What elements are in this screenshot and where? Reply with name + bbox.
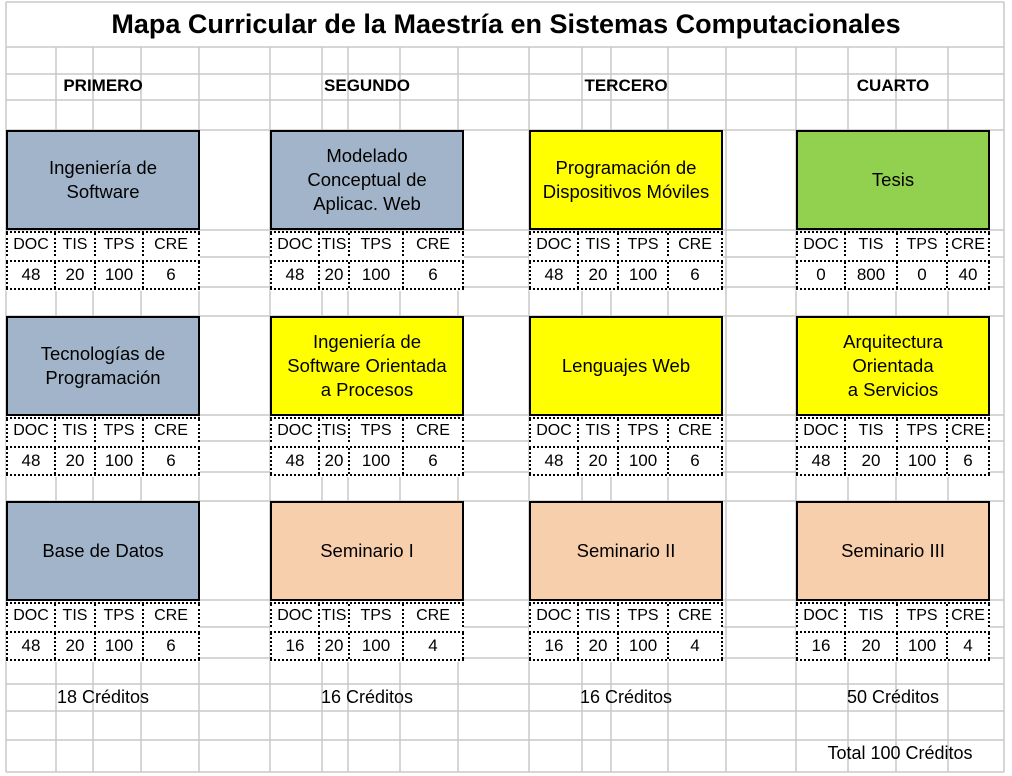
total-credits: Total 100 Créditos [827,742,973,763]
metric-header-tis: TIS [579,419,619,442]
course-box: Seminario I [270,501,464,601]
metric-header-doc: DOC [796,233,846,256]
course-metrics [796,231,990,291]
metric-header-cre: CRE [144,419,200,442]
semester-label: PRIMERO [63,76,143,95]
metric-header-tps: TPS [96,419,144,442]
metric-value-doc: 48 [6,262,56,288]
metric-value-tps: 100 [619,448,669,474]
metric-value-tis: 20 [56,448,96,474]
metrics-header-row [270,417,464,442]
metric-header-tps: TPS [350,604,404,627]
course-box: Seminario II [529,501,723,601]
metrics-header-row [796,231,990,256]
metric-header-cre: CRE [948,233,990,256]
metrics-value-row [529,446,723,476]
metric-header-tps: TPS [96,604,144,627]
metric-header-doc: DOC [529,419,579,442]
metric-header-tis: TIS [846,233,898,256]
course-metrics [270,417,464,477]
metric-header-cre: CRE [144,233,200,256]
metric-value-cre: 4 [669,633,723,659]
metric-header-tis: TIS [846,604,898,627]
metric-header-doc: DOC [6,233,56,256]
metric-header-tps: TPS [619,604,669,627]
metric-header-cre: CRE [404,233,464,256]
metric-value-tps: 100 [898,448,948,474]
metric-value-tps: 100 [350,262,404,288]
metrics-header-row [6,231,200,256]
metric-value-doc: 48 [796,448,846,474]
metric-header-cre: CRE [948,419,990,442]
metric-value-doc: 48 [270,262,320,288]
metric-header-tps: TPS [96,233,144,256]
metric-value-doc: 48 [529,448,579,474]
metrics-value-row [529,260,723,290]
metric-value-tis: 800 [846,262,898,288]
metric-value-tps: 100 [350,448,404,474]
metric-header-tps: TPS [898,233,948,256]
metric-header-doc: DOC [270,419,320,442]
metric-value-doc: 16 [270,633,320,659]
metric-value-tps: 100 [619,262,669,288]
metric-value-cre: 6 [404,262,464,288]
metrics-header-row [270,231,464,256]
metric-value-cre: 4 [948,633,990,659]
metrics-header-row [6,417,200,442]
course-box: Tecnologías de Programación [6,316,200,416]
course-metrics [6,417,200,477]
metric-header-tps: TPS [898,419,948,442]
metric-header-tis: TIS [579,233,619,256]
metric-header-tis: TIS [320,604,350,627]
metric-value-tis: 20 [320,633,350,659]
semester-credits: 18 Créditos [56,686,150,707]
metric-header-cre: CRE [404,419,464,442]
metric-value-doc: 48 [6,448,56,474]
course-box: Ingeniería de Software [6,130,200,230]
metric-header-doc: DOC [6,604,56,627]
metric-header-doc: DOC [270,233,320,256]
metrics-value-row [6,260,200,290]
metric-value-cre: 6 [404,448,464,474]
course-metrics [796,417,990,477]
course-box: Programación de Dispositivos Móviles [529,130,723,230]
metric-value-tps: 100 [96,262,144,288]
semester-credits: 16 Créditos [320,686,414,707]
metric-value-doc: 48 [270,448,320,474]
course-box: Seminario III [796,501,990,601]
metric-header-cre: CRE [948,604,990,627]
metrics-header-row [529,231,723,256]
metric-header-cre: CRE [669,419,723,442]
metric-value-tis: 20 [579,448,619,474]
course-metrics [270,231,464,291]
semester-credits: 50 Créditos [846,686,940,707]
metric-header-cre: CRE [144,604,200,627]
metric-header-doc: DOC [529,604,579,627]
metric-value-tps: 100 [619,633,669,659]
course-box: Modelado Conceptual de Aplicac. Web [270,130,464,230]
metric-header-tps: TPS [898,604,948,627]
course-metrics [529,231,723,291]
metric-value-cre: 40 [948,262,990,288]
metric-value-cre: 6 [144,262,200,288]
course-metrics [529,602,723,662]
metric-header-tis: TIS [56,233,96,256]
metric-value-tps: 100 [898,633,948,659]
metrics-header-row [529,602,723,627]
metric-value-cre: 6 [669,262,723,288]
metric-value-tis: 20 [579,262,619,288]
course-box: Arquitectura Orientada a Servicios [796,316,990,416]
course-box: Base de Datos [6,501,200,601]
course-metrics [529,417,723,477]
metrics-value-row [270,631,464,661]
metrics-header-row [529,417,723,442]
course-metrics [6,602,200,662]
metric-value-cre: 6 [669,448,723,474]
metric-header-tis: TIS [56,604,96,627]
metrics-value-row [796,446,990,476]
metric-header-doc: DOC [529,233,579,256]
course-box: Tesis [796,130,990,230]
metric-value-doc: 48 [529,262,579,288]
semester-label: CUARTO [856,76,930,95]
metric-value-doc: 16 [796,633,846,659]
metric-header-tis: TIS [579,604,619,627]
metrics-value-row [6,446,200,476]
metrics-value-row [6,631,200,661]
metric-header-cre: CRE [404,604,464,627]
metric-header-tps: TPS [350,419,404,442]
metric-value-doc: 48 [6,633,56,659]
metrics-value-row [529,631,723,661]
metric-value-cre: 6 [144,633,200,659]
metric-header-doc: DOC [6,419,56,442]
metrics-header-row [796,602,990,627]
course-metrics [6,231,200,291]
metric-value-tis: 20 [320,448,350,474]
metric-value-tis: 20 [56,262,96,288]
course-box: Lenguajes Web [529,316,723,416]
metric-header-cre: CRE [669,604,723,627]
metric-value-doc: 16 [529,633,579,659]
metric-header-tis: TIS [320,233,350,256]
semester-credits: 16 Créditos [579,686,673,707]
metrics-header-row [270,602,464,627]
metric-value-tis: 20 [320,262,350,288]
metrics-value-row [270,260,464,290]
metrics-value-row [270,446,464,476]
metric-value-tps: 0 [898,262,948,288]
course-box: Ingeniería de Software Orientada a Procesos [270,316,464,416]
semester-label: SEGUNDO [324,76,410,95]
metric-value-tps: 100 [96,448,144,474]
metrics-value-row [796,260,990,290]
metric-header-doc: DOC [270,604,320,627]
metric-value-tis: 20 [579,633,619,659]
metric-value-cre: 6 [948,448,990,474]
metric-value-doc: 0 [796,262,846,288]
metric-header-tps: TPS [619,233,669,256]
metric-value-tps: 100 [350,633,404,659]
metric-header-doc: DOC [796,604,846,627]
metrics-header-row [796,417,990,442]
metric-header-tps: TPS [619,419,669,442]
course-metrics [270,602,464,662]
metric-value-cre: 4 [404,633,464,659]
semester-label: TERCERO [584,76,668,95]
metric-header-tis: TIS [846,419,898,442]
metrics-header-row [6,602,200,627]
metric-value-cre: 6 [144,448,200,474]
course-metrics [796,602,990,662]
metric-header-tis: TIS [56,419,96,442]
metric-header-tis: TIS [320,419,350,442]
metric-header-cre: CRE [669,233,723,256]
metrics-value-row [796,631,990,661]
metric-value-tis: 20 [846,633,898,659]
metric-value-tis: 20 [56,633,96,659]
metric-header-tps: TPS [350,233,404,256]
metric-value-tps: 100 [96,633,144,659]
metric-header-doc: DOC [796,419,846,442]
page-title: Mapa Curricular de la Maestría en Sistemas Computacionales [111,8,901,39]
metric-value-tis: 20 [846,448,898,474]
